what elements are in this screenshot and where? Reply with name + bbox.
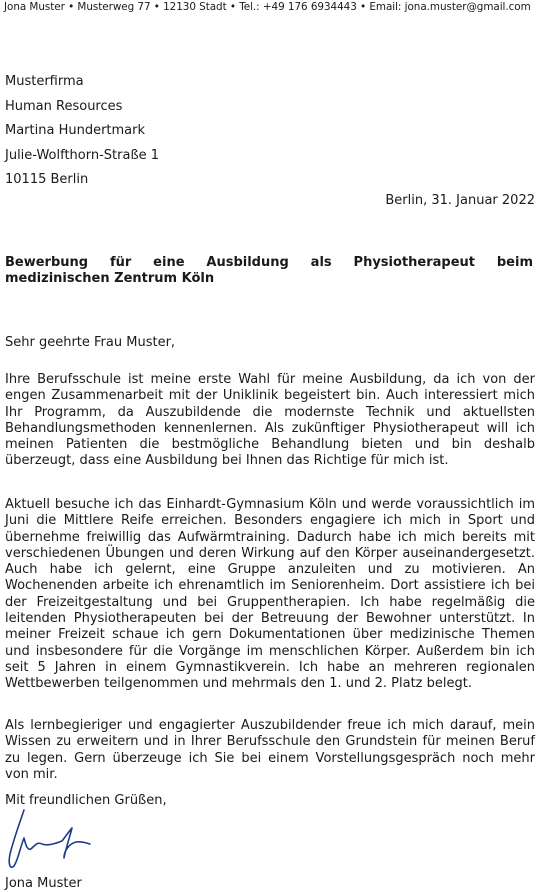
body-paragraph-3: Als lernbegieriger und engagierter Auszubildender freue ich mich darauf, mein Wissen zu erweitern und in Ihrer Berufsschule den Grundstein für meinen Beruf zu legen. Gern überzeuge ich Sie bei einem Vorstellungsgespräch noch mehr von mir.: [5, 718, 535, 782]
recipient-city: 10115 Berlin: [5, 172, 89, 188]
body-paragraph-1: Ihre Berufsschule ist meine erste Wahl für meine Ausbildung, da ich von der engen Zusammenarbeit mit der Uniklinik begeistert bin. Auch interessiert mich Ihr Programm, da Auszubildende die modernste Technik und aktuellsten Behandlungsmethoden kennenlernen. Als zukünftiger Physiotherapeut will ich meinen Patienten die bestmögliche Behandlung bieten und bin deshalb überzeugt, dass eine Ausbildung bei Ihnen das Richtige für mich ist.: [5, 372, 535, 469]
salutation: Sehr geehrte Frau Muster,: [5, 335, 176, 350]
subject-line: Bewerbung für eine Ausbildung als Physiotherapeut beim medizinischen Zentrum Köln: [5, 255, 533, 287]
signer-name: Jona Muster: [5, 876, 82, 891]
body-paragraph-2: Aktuell besuche ich das Einhardt-Gymnasium Köln und werde voraussichtlich im Juni die Mittlere Reife erreichen. Besonders engagiere ich mich in Sport und übernehme freiwillig das Aufwärmtraining. Dadurch habe ich mich bereits mit verschiedenen Übungen und deren Wirkung auf den Körper auseinandergesetzt. Auch habe ich gelernt, eine Gruppe anzuleiten und zu motivieren. An Wochenenden arbeite ich ehrenamtlich im Seniorenheim. Dort assistiere ich bei der Freizeitgestaltung und bei Gruppentherapien. Ich habe regelmäßig die leitenden Physiotherapeuten bei der Betreuung der Bewohner unterstützt. In meiner Freizeit schaue ich gern Dokumentationen über medizinische Themen und insbesondere für die Vorgänge im menschlichen Körper. Außerdem bin ich seit 5 Jahren in einem Gymnastikverein. Ich habe an mehreren regionalen Wettbewerben teilgenommen und mehrmals den 1. und 2. Platz belegt.: [5, 497, 535, 692]
letter-date: Berlin, 31. Januar 2022: [385, 193, 535, 208]
recipient-person: Martina Hundertmark: [5, 123, 146, 139]
recipient-company: Musterfirma: [5, 74, 84, 89]
recipient-address-block: [5, 70, 159, 193]
signature-stroke: [9, 810, 90, 867]
recipient-street: Julie-Wolfthorn-Straße 1: [5, 147, 160, 163]
handwritten-signature: [2, 808, 92, 876]
recipient-department: Human Resources: [5, 98, 123, 114]
sender-address-line: Jona Muster • Musterweg 77 • 12130 Stadt • Tel.: +49 176 6934443 • Email: jona.muster@gmail.com: [4, 1, 531, 13]
closing-phrase: Mit freundlichen Grüßen,: [5, 793, 167, 808]
